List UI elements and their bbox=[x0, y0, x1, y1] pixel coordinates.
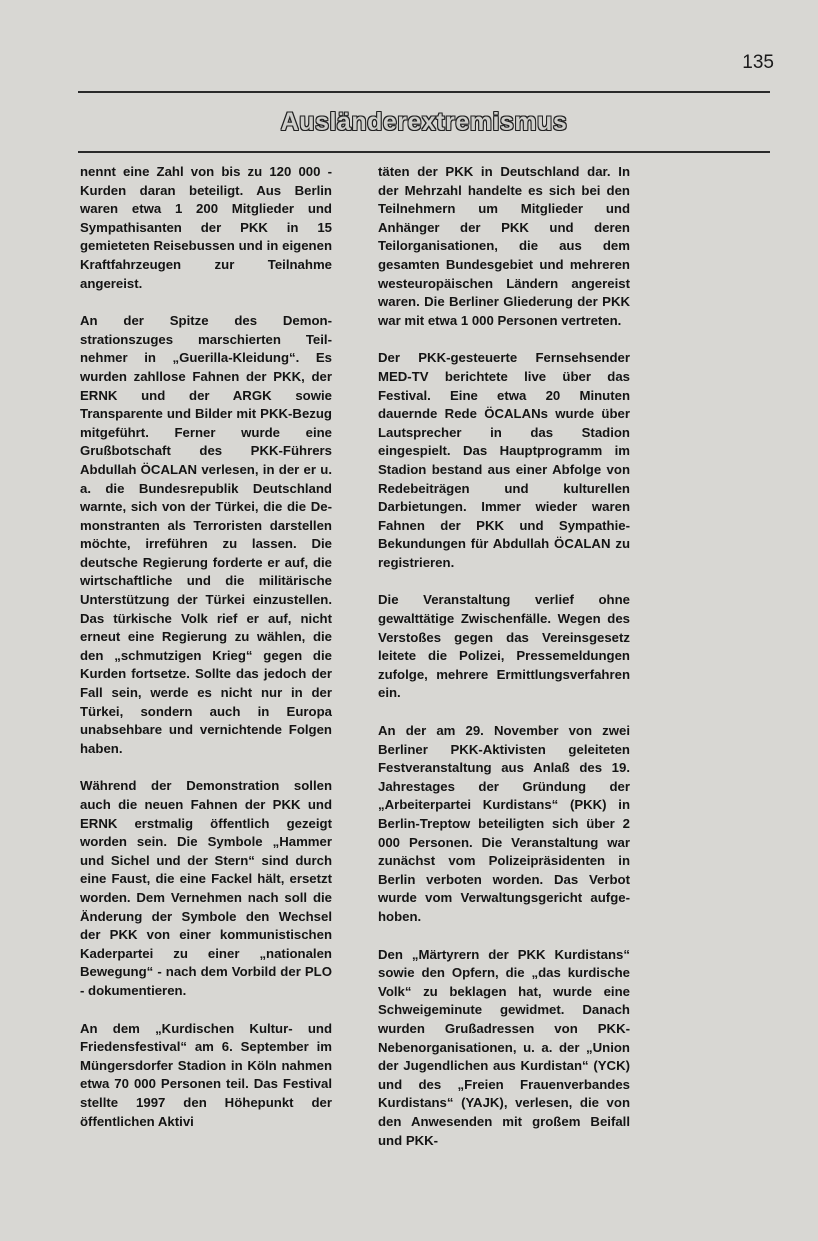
paragraph: Während der Demonstration sollen auch die neuen Fahnen der PKK und ERNK erstmalig öffentlich gezeigt worden sein. Die Symbole „Hammer und Sichel und der Stern“ sind durch eine Faust, die eine Fackel hält, ersetzt worden. Dem Vernehmen nach soll die Änderung der Symbole den Wechsel der PKK von einer kommunistischen Kaderpartei zu einer „nationalen Bewegung“ - nach dem Vorbild der PLO - dokumentieren. bbox=[80, 778, 332, 998]
right-column bbox=[378, 163, 630, 1169]
paragraph: Den „Märtyrern der PKK Kurdistans“ sowie den Opfern, die „das kurdische Volk“ zu beklagen hat, wurde eine Schweigeminute gewidmet. Danach wurden Grußadressen von PKK-Nebenorganisationen, u. a. der „Union der Jugendlichen aus Kurdistan“ (YCK) und des „Freien Frauenverbandes Kurdistans“ (YAJK), verlesen, die von den Anwesenden mit großem Beifall und PKK- bbox=[378, 946, 630, 1148]
paragraph: An der Spitze des Demonstrationszuges marschierten Teilnehmer in „Guerilla-Kleidung“. Es wurden zahllose Fahnen der PKK, der ERNK und der ARGK sowie Transparente und Bilder mit PKK-Bezug mitgeführt. Ferner wurde eine Grußbotschaft des PKK-Führers Abdullah ÖCALAN verlesen, in der er u. a. die Bundesrepublik Deutschland warnte, sich von der Türkei, die die Demonstranten als Terroristen darstellen möchte, irreführen zu lassen. Die deutsche Regierung forderte er auf, die wirtschaftliche und die militärische Unterstützung der Türkei einzustellen. Das türkische Volk rief er auf, nicht erneut eine Regierung zu wählen, die den „schmutzigen Krieg“ gegen die Kurden fortsetze. Sollte das jedoch der Fall sein, werde es nicht nur in der Türkei, sondern auch in Europa unabsehbare und vernichtende Folgen haben. bbox=[80, 313, 332, 756]
paragraph: An der am 29. November von zwei Berliner PKK-Aktivisten geleiteten Festveranstaltung aus Anlaß des 19. Jahrestages der Gründung der „Arbeiterpartei Kurdistans“ (PKK) in Berlin-Treptow beteiligten sich über 2 000 Personen. Die Veranstaltung war zunächst vom Polizeipräsidenten in Berlin verboten worden. Das Verbot wurde vom Verwaltungsgericht aufgehoben. bbox=[378, 723, 630, 924]
header-bottom-rule bbox=[78, 151, 770, 153]
paragraph: täten der PKK in Deutschland dar. In der Mehrzahl handelte es sich bei den Teilnehmern um Mitglieder und Anhänger der PKK und deren Teilorganisationen, die aus dem gesamten Bundesgebiet und mehreren westeuropäischen Ländern angereist waren. Die Berliner Gliederung der PKK war mit etwa 1 000 Personen vertreten. bbox=[378, 164, 630, 328]
paragraph: An dem „Kurdischen Kultur- und Friedensfestival“ am 6. September im Müngersdorfer Stadion in Köln nahmen etwa 70 000 Personen teil. Das Festival stellte 1997 den Höhepunkt der öffentlichen Aktivi bbox=[80, 1020, 332, 1129]
paragraph: nennt eine Zahl von bis zu 120 000 - Kurden daran beteiligt. Aus Berlin waren etwa 1 200 Mitglieder und Sympathisanten der PKK in 15 gemieteten Reisebussen und in eigenen Kraftfahrzeugen zur Teilnahme angereist. bbox=[80, 164, 332, 291]
header-top-rule bbox=[78, 91, 770, 93]
paragraph: Die Veranstaltung verlief ohne gewalttätige Zwischenfälle. Wegen des Verstoßes gegen das Vereinsgesetz leitete die Polizei, Pressemeldungen zufolge, mehrere Ermittlungsverfahren ein. bbox=[378, 592, 630, 701]
section-title: Ausländerextremismus bbox=[280, 108, 568, 136]
paragraph: Der PKK-gesteuerte Fernsehsender MED-TV berichtete live über das Festival. Eine etwa 20 Minuten dauernde Rede ÖCALANs wurde über Lautsprecher in das Stadion eingespielt. Das Hauptprogramm im Stadion bestand aus einer Abfolge von Redebeiträgen und kulturellen Darbietungen. Immer wieder waren Fahnen der PKK und Sympathie-Bekundungen für Abdullah ÖCALAN zu registrieren. bbox=[378, 350, 630, 570]
left-column bbox=[80, 163, 332, 1150]
page-number: 135 bbox=[742, 52, 774, 73]
running-header bbox=[78, 100, 770, 144]
